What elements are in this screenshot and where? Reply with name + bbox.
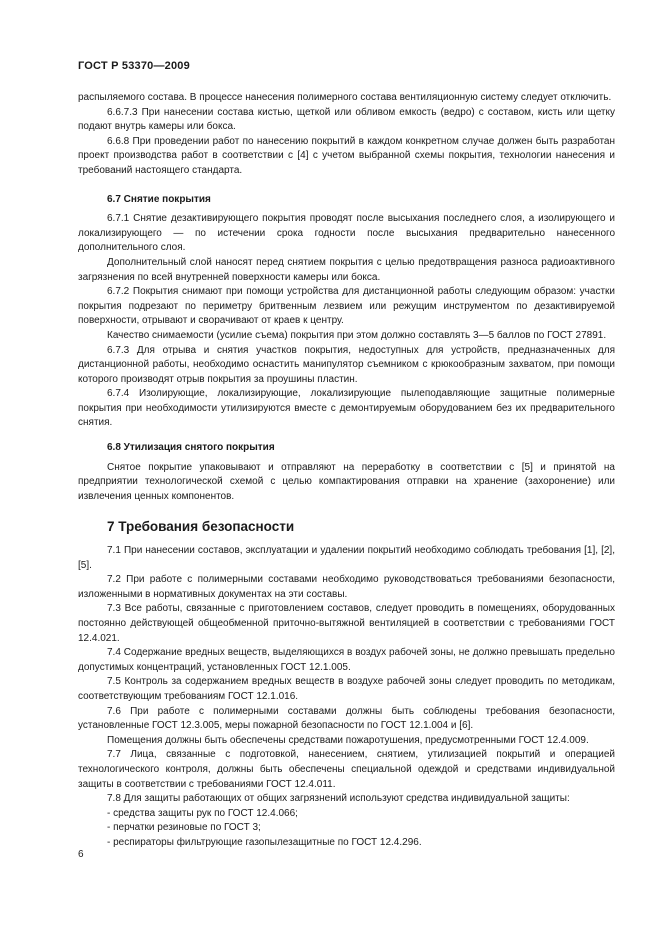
paragraph: 6.6.8 При проведении работ по нанесению покрытий в каждом конкретном случае должен быть разработан проект производства работ в соответствии с [4] с учетом выбранной схемы покрытия, технологии нанесения и требований настоящего стандарта. [78,135,615,176]
paragraph: 7.1 При нанесении составов, эксплуатации и удалении покрытий необходимо соблюдать требования [1], [2], [5]. [78,545,615,571]
paragraph: 6.7.3 Для отрыва и снятия участков покрытия, недоступных для устройств, предназначенных для дистанционной работы, необходимо оснастить манипулятор съемником с крюкообразным захватом, при помощи которого производят отрыв покрытия за проушины пластин. [78,344,615,385]
paragraph: 6.7.1 Снятие дезактивирующего покрытия проводят после высыхания последнего слоя, а изолирующего и локализирующего — по истечении срока годности после высыхания предварительно нанесенного дополнительного слоя. [78,213,615,254]
list-item: - респираторы фильтрующие газопылезащитные по ГОСТ 12.4.296. [107,836,422,848]
paragraph: распыляемого состава. В процессе нанесения полимерного состава вентиляционную систему следует отключить. [78,92,612,103]
paragraph: 7.5 Контроль за содержанием вредных веществ в воздухе рабочей зоны следует проводить по методикам, соответствующим требованиям ГОСТ 12.1.016. [78,676,615,702]
paragraph: 7.2 При работе с полимерными составами необходимо руководствоваться требованиями безопасности, изложенными в нормативных документах на эти составы. [78,574,615,600]
paragraph: 7.6 При работе с полимерными составами должны быть соблюдены требования безопасности, установленные ГОСТ 12.3.005, меры пожарной безопасности по ГОСТ 12.1.004 и [6]. [78,705,615,732]
paragraph: Помещения должны быть обеспечены средствами пожаротушения, предусмотренными ГОСТ 12.4.009. [107,734,589,746]
paragraph: Качество снимаемости (усилие съема) покрытия при этом должно составлять 3—5 баллов по ГОСТ 27891. [107,329,607,341]
list-item: - перчатки резиновые по ГОСТ 3; [107,822,261,834]
document-body [78,91,615,851]
paragraph: 6.6.7.3 При нанесении состава кистью, щеткой или обливом емкость (ведро) с составом, кисть или щетку подают внутрь камеры или бокса. [78,106,615,133]
paragraph: 7.4 Содержание вредных веществ, выделяющихся в воздух рабочей зоны, не должно превышать предельно допустимых концентраций, установленных ГОСТ 12.1.005. [78,647,615,673]
paragraph: Дополнительный слой наносят перед снятием покрытия с целью предотвращения разноса радиоактивного загрязнения по всей внутренней поверхности камеры или бокса. [78,256,615,283]
paragraph: Снятое покрытие упаковывают и отправляют на переработку в соответствии с [5] и принятой на предприятии технологической схемой с целью компактирования отправки на хранение (захоронение) или извлечения ценных компонентов. [78,461,615,502]
paragraph: 7.3 Все работы, связанные с приготовлением составов, следует проводить в помещениях, оборудованных постоянно действующей общеобменной приточно-вытяжной вентиляцией в соответствии с требованиями ГОСТ 12.4.021. [78,603,615,644]
paragraph: 7.8 Для защиты работающих от общих загрязнений используют средства индивидуальной защиты: [107,793,570,805]
section-heading-6-8: 6.8 Утилизация снятого покрытия [107,442,275,454]
document-code-header: ГОСТ Р 53370—2009 [78,60,190,72]
paragraph: 6.7.4 Изолирующие, локализирующие, локализирующие пылеподавляющие защитные полимерные покрытия при необходимости утилизируются вместе с демонтируемым оборудованием без их предварительного снятия. [78,388,615,429]
paragraph: 7.7 Лица, связанные с подготовкой, нанесением, снятием, утилизацией покрытий и операцией технологического контроля, должны быть обеспечены специальной одеждой и средствами индивидуальной защиты в соответствии с требованиями ГОСТ 12.4.011. [78,749,615,790]
page-number: 6 [78,849,84,860]
section-heading-6-7: 6.7 Снятие покрытия [107,193,211,205]
list-item: - средства защиты рук по ГОСТ 12.4.066; [107,807,298,819]
paragraph: 6.7.2 Покрытия снимают при помощи устройства для дистанционной работы следующим образом: участки покрытия подрезают по периметру бритвенным лезвием или режущим инструментом по дезактивируемой поверхности, отрывают и сворачивают от краев к центру. [78,286,615,327]
chapter-heading-7: 7 Требования безопасности [107,519,295,535]
